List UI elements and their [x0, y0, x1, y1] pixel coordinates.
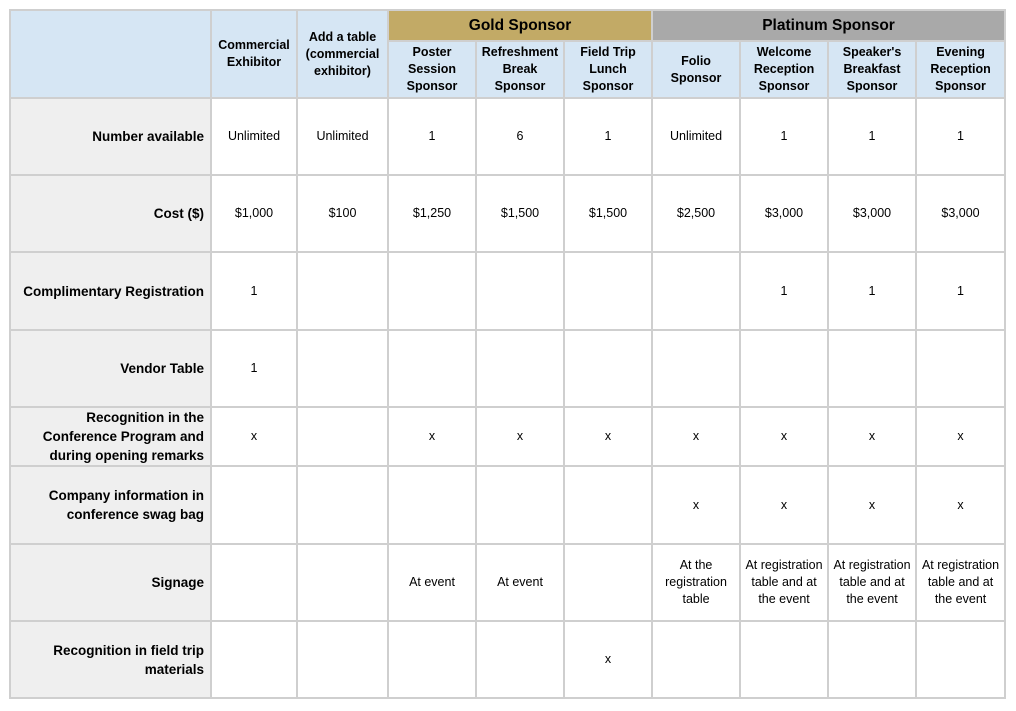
table-cell: [564, 466, 652, 544]
table-cell: x: [828, 466, 916, 544]
table-cell: Unlimited: [652, 98, 740, 175]
col-header: Add a table (commercial exhibitor): [297, 10, 388, 98]
table-cell: x: [740, 466, 828, 544]
table-cell: At registration table and at the event: [740, 544, 828, 621]
table-cell: [740, 621, 828, 698]
table-cell: [297, 621, 388, 698]
table-cell: At registration table and at the event: [828, 544, 916, 621]
row-label: Cost ($): [10, 175, 211, 252]
platinum-sponsor-group-header: Platinum Sponsor: [652, 10, 1005, 41]
table-cell: [564, 544, 652, 621]
table-cell: [476, 466, 564, 544]
table-cell: $1,500: [476, 175, 564, 252]
table-cell: At the registration table: [652, 544, 740, 621]
table-cell: [652, 252, 740, 330]
table-cell: [740, 330, 828, 407]
col-header: Welcome Reception Sponsor: [740, 41, 828, 98]
table-cell: x: [564, 621, 652, 698]
col-header: Field Trip Lunch Sponsor: [564, 41, 652, 98]
table-cell: 1: [564, 98, 652, 175]
table-cell: x: [828, 407, 916, 466]
table-cell: [297, 252, 388, 330]
table-cell: x: [211, 407, 297, 466]
table-row: [10, 175, 1005, 252]
table-cell: x: [388, 407, 476, 466]
table-cell: [916, 330, 1005, 407]
row-label: Complimentary Registration: [10, 252, 211, 330]
col-header: Evening Reception Sponsor: [916, 41, 1005, 98]
row-label: Vendor Table: [10, 330, 211, 407]
table-cell: [297, 544, 388, 621]
table-cell: 1: [740, 252, 828, 330]
table-cell: [388, 252, 476, 330]
table-cell: [297, 407, 388, 466]
table-cell: $3,000: [916, 175, 1005, 252]
table-cell: 1: [740, 98, 828, 175]
table-cell: 1: [828, 252, 916, 330]
table-row: [10, 466, 1005, 544]
sponsorship-table: [9, 9, 1006, 699]
table-body: [10, 98, 1005, 698]
gold-sponsor-group-header: Gold Sponsor: [388, 10, 652, 41]
table-cell: [211, 466, 297, 544]
table-cell: [211, 621, 297, 698]
table-cell: [652, 621, 740, 698]
table-cell: [564, 252, 652, 330]
table-row: [10, 330, 1005, 407]
row-label: Signage: [10, 544, 211, 621]
table-row: [10, 407, 1005, 466]
table-cell: [828, 330, 916, 407]
table-cell: [476, 252, 564, 330]
table-cell: $2,500: [652, 175, 740, 252]
table-cell: [828, 621, 916, 698]
table-cell: [297, 330, 388, 407]
corner-header: [10, 10, 211, 98]
col-header: Commercial Exhibitor: [211, 10, 297, 98]
table-cell: $1,250: [388, 175, 476, 252]
table-cell: [476, 621, 564, 698]
table-row: [10, 98, 1005, 175]
table-cell: 6: [476, 98, 564, 175]
table-cell: [388, 466, 476, 544]
table-cell: Unlimited: [211, 98, 297, 175]
table-cell: [652, 330, 740, 407]
table-cell: 1: [916, 98, 1005, 175]
table-cell: [211, 544, 297, 621]
table-cell: $3,000: [740, 175, 828, 252]
table-cell: [476, 330, 564, 407]
row-label: Number available: [10, 98, 211, 175]
row-label: Company information in conference swag bag: [10, 466, 211, 544]
table-cell: At registration table and at the event: [916, 544, 1005, 621]
table-cell: [916, 621, 1005, 698]
row-label: Recognition in the Conference Program and during opening remarks: [10, 407, 211, 466]
table-cell: $100: [297, 175, 388, 252]
table-cell: Unlimited: [297, 98, 388, 175]
table-cell: x: [564, 407, 652, 466]
table-cell: $3,000: [828, 175, 916, 252]
table-cell: [388, 330, 476, 407]
table-cell: x: [652, 466, 740, 544]
table-cell: x: [916, 466, 1005, 544]
table-cell: 1: [211, 252, 297, 330]
table-row: [10, 252, 1005, 330]
col-header: Poster Session Sponsor: [388, 41, 476, 98]
table-row: [10, 621, 1005, 698]
row-label: Recognition in field trip materials: [10, 621, 211, 698]
col-header: Speaker's Breakfast Sponsor: [828, 41, 916, 98]
table-cell: x: [652, 407, 740, 466]
table-cell: 1: [388, 98, 476, 175]
table-cell: 1: [916, 252, 1005, 330]
table-cell: 1: [211, 330, 297, 407]
table-cell: At event: [388, 544, 476, 621]
table-cell: At event: [476, 544, 564, 621]
col-header: Folio Sponsor: [652, 41, 740, 98]
table-cell: 1: [828, 98, 916, 175]
table-cell: [388, 621, 476, 698]
table-cell: x: [740, 407, 828, 466]
table-row: [10, 544, 1005, 621]
col-header: Refreshment Break Sponsor: [476, 41, 564, 98]
table-cell: x: [916, 407, 1005, 466]
table-cell: $1,500: [564, 175, 652, 252]
table-cell: $1,000: [211, 175, 297, 252]
table-cell: x: [476, 407, 564, 466]
table-cell: [297, 466, 388, 544]
table-cell: [564, 330, 652, 407]
